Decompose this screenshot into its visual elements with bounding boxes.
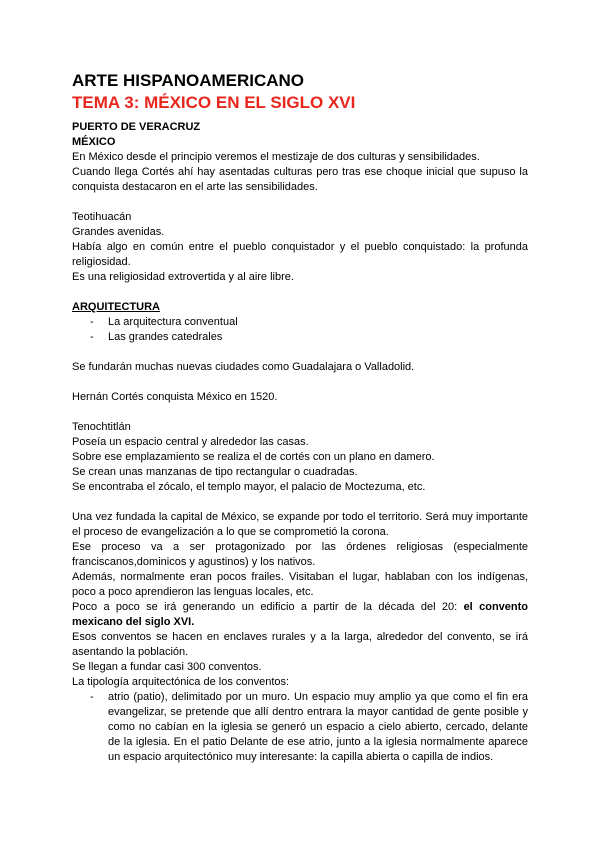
dash-marker: -: [90, 316, 94, 328]
document-subtitle: TEMA 3: MÉXICO EN EL SIGLO XVI: [72, 93, 356, 112]
cortes-paragraph: Hernán Cortés conquista México en 1520.: [72, 391, 278, 403]
dash-marker: -: [90, 331, 94, 343]
heading-arquitectura: ARQUITECTURA: [72, 301, 160, 313]
heading-mexico: MÉXICO: [72, 136, 116, 148]
tipologia-list: [72, 690, 528, 765]
ciudades-paragraph: Se fundarán muchas nuevas ciudades como Guadalajara o Valladolid.: [72, 361, 415, 373]
evangelizacion-paragraph-4: [72, 600, 528, 630]
tenochtitlan-title: Tenochtitlán: [72, 421, 131, 433]
evangelizacion-paragraph-2: Ese proceso va a ser protagonizado por las órdenes religiosas (especialmente franciscanos,dominicos y agustinos) y los nativos.: [72, 541, 528, 568]
mexico-paragraph-1: En México desde el principio veremos el mestizaje de dos culturas y sensibilidades.: [72, 151, 480, 163]
tenochtitlan-paragraph-4: Se encontraba el zócalo, el templo mayor, el palacio de Moctezuma, etc.: [72, 481, 426, 493]
evangelizacion-paragraph-1: Una vez fundada la capital de México, se expande por todo el territorio. Será muy importante el proceso de evangelización a lo que se comprometió la corona.: [72, 511, 528, 538]
tenochtitlan-paragraph-3: Se crean unas manzanas de tipo rectangular o cuadradas.: [72, 466, 358, 478]
heading-puerto-veracruz: PUERTO DE VERACRUZ: [72, 121, 201, 133]
teotihuacan-paragraph-1: Grandes avenidas.: [72, 226, 165, 238]
evangelizacion-paragraph-3: Además, normalmente eran pocos frailes. Visitaban el lugar, hablaban con los indígenas, poco a poco aprendieron las lenguas locales, etc.: [72, 571, 528, 598]
conventos-paragraph-2: Se llegan a fundar casi 300 conventos.: [72, 661, 262, 673]
arquitectura-list: [72, 315, 528, 345]
conventos-paragraph-3: La tipología arquitectónica de los conventos:: [72, 676, 290, 688]
list-item-text: La arquitectura conventual: [108, 316, 238, 328]
list-item-text: atrio (patio), delimitado por un muro. Un espacio muy amplio ya que como el fin era evangelizar, se pretende que allí dentro entrara la mayor cantidad de gente posible y como no cabían en la iglesia se generó un espacio a cielo abierto, cercado, delante de la iglesia. En el patio Delante de ese atrio, junto a la iglesia normalmente aparece un espacio arquitectónico muy interesante: la capilla abierta o capilla de indios.: [108, 691, 528, 763]
tenochtitlan-paragraph-2: Sobre ese emplazamiento se realiza el de cortés con un plano en damero.: [72, 451, 435, 463]
dash-marker: -: [90, 691, 94, 703]
teotihuacan-paragraph-3: Es una religiosidad extrovertida y al aire libre.: [72, 271, 294, 283]
convento-mexicano-emphasis: el convento mexicano del siglo XVI.: [72, 601, 528, 628]
list-item: [72, 690, 528, 765]
teotihuacan-paragraph-2: Había algo en común entre el pueblo conquistador y el pueblo conquistado: la profunda religiosidad.: [72, 241, 528, 268]
list-item: [72, 330, 528, 345]
evangelizacion-text: Poco a poco se irá generando un edificio a partir de la década del 20:: [72, 601, 464, 613]
mexico-paragraph-2: Cuando llega Cortés ahí hay asentadas culturas pero tras ese choque inicial que supuso la conquista destacaron en el arte las sensibilidades.: [72, 166, 528, 193]
list-item-text: Las grandes catedrales: [108, 331, 223, 343]
conventos-paragraph-1: Esos conventos se hacen en enclaves rurales y a la larga, alrededor del convento, se irá asentando la población.: [72, 631, 528, 658]
list-item: [72, 315, 528, 330]
tenochtitlan-paragraph-1: Poseía un espacio central y alrededor las casas.: [72, 436, 309, 448]
teotihuacan-title: Teotihuacán: [72, 211, 132, 223]
document-title: ARTE HISPANOAMERICANO: [72, 71, 305, 90]
